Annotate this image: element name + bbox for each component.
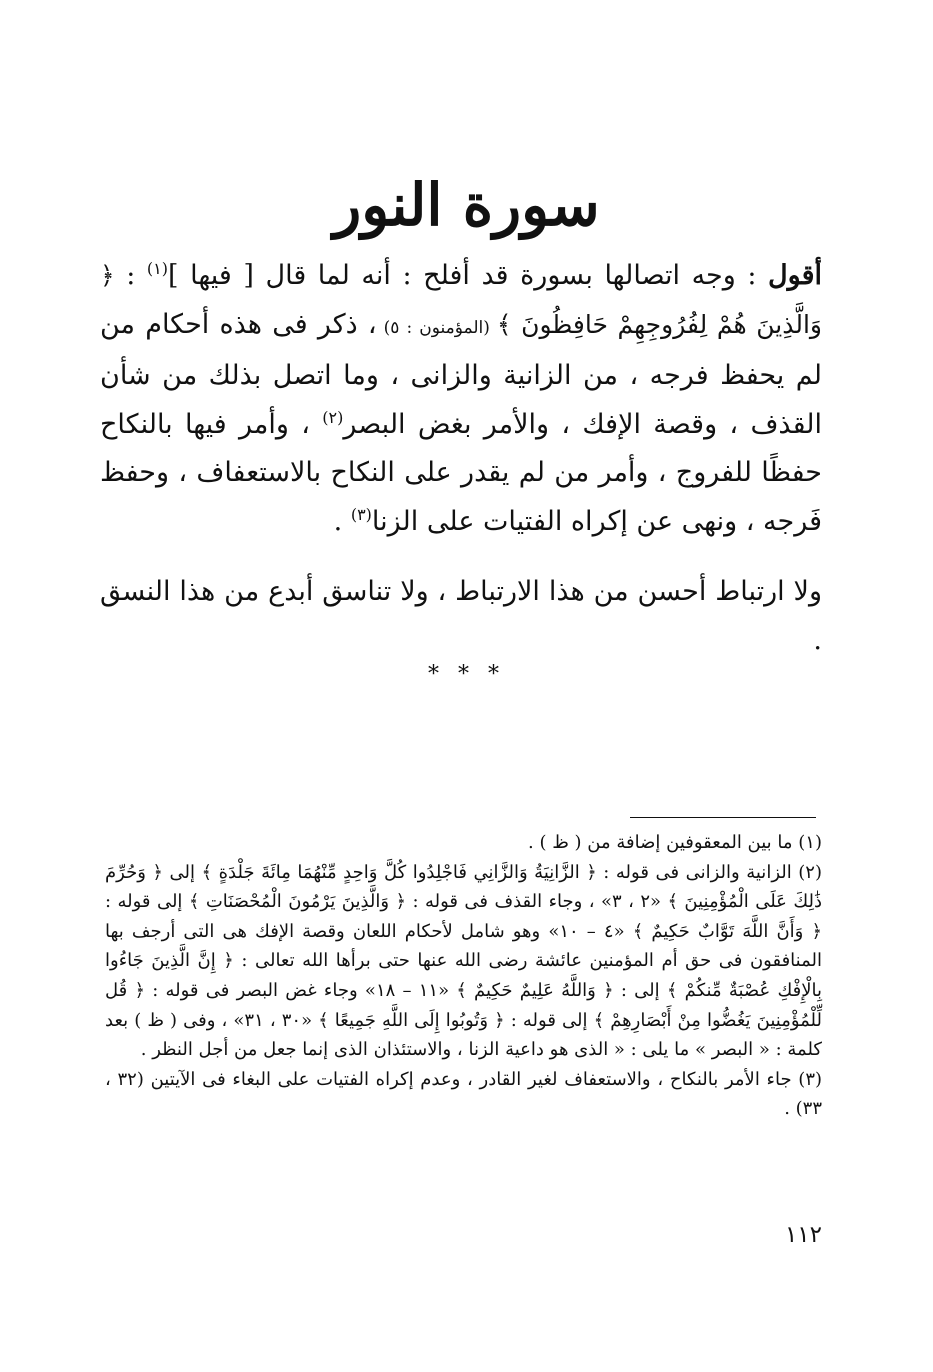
paragraph-2: ولا ارتباط أحسن من هذا الارتباط ، ولا تناسق أبدع من هذا النسق . [100, 576, 822, 656]
footnotes [105, 828, 822, 1124]
footnote-3: (٣) جاء الأمر بالنكاح ، والاستعفاف لغير القادر ، وعدم إكراه الفتيات على البغاء فى الآيتين (٣٢ ، ٣٣) . [105, 1068, 823, 1120]
text-segment: : [114, 260, 147, 291]
footnote-1: (١) ما بين المعقوفين إضافة من ( ظ ) . [528, 832, 822, 853]
paragraph-1 [100, 252, 822, 546]
text-segment: ، وأمر فيها بالنكاح حفظًا للفروج ، وأمر من لم يقدر على النكاح بالاستعفاف ، وحفظ فَرجه ، ونهى عن إكراه الفتيات على الزنا [100, 408, 822, 537]
text-segment: «٢ ، ٣» ، وجاء القذف فى قوله : [406, 891, 668, 913]
text-segment: إلى قوله : [504, 1009, 594, 1031]
lead-word: أقول [768, 260, 822, 291]
footnote-marker-3: (٣) [350, 504, 372, 524]
text-segment: إلى [162, 861, 202, 883]
footnote-2 [105, 858, 822, 1065]
section-separator: * * * [428, 662, 505, 687]
surah-title: سورة النور [333, 171, 600, 239]
main-text [100, 252, 822, 665]
quran-quote: ﴿ وَاللَّهُ عَلِيمٌ حَكِيمٌ ﴾ [456, 979, 614, 1001]
verse-citation: (المؤمنون : ٥) [376, 317, 497, 338]
page-number: ١١٢ [784, 1222, 822, 1248]
quran-quote: ﴿ وَتُوبُوا إِلَى اللَّهِ جَمِيعًا ﴾ [318, 1009, 505, 1031]
quran-quote: ﴿ إِنَّ الَّذِينَ جَاءُوا بِالْإِفْكِ عُصْبَةٌ مِّنكُمْ ﴾ [105, 950, 822, 1001]
text-segment: ، ذكر فى هذه أحكام من لم يحفظ فرجه ، من الزانية والزانى ، وما اتصل بذلك من شأن القذف ، وقصة الإفك ، والأمر بغض البصر [100, 308, 822, 440]
quran-quote: ﴿ وَالَّذِينَ يَرْمُونَ الْمُحْصَنَاتِ ﴾ [188, 891, 407, 913]
text-segment: «٣٠ ، ٣١» ، وفى ( ظ ) بعد كلمة : « البصر » ما يلى : « الذى هو داعية الزنا ، والاستئذان الذى إنما جعل من أجل النظر . [105, 1009, 822, 1061]
text-segment: : وجه اتصالها بسورة قد أفلح : أنه لما قال [ فيها ] [167, 260, 769, 291]
text-segment: . [333, 505, 351, 537]
text-segment: «١١ – ١٨» وجاء غض البصر فى قوله : [145, 979, 457, 1001]
footnote-rule [630, 817, 816, 818]
footnote-marker-1: (١) [146, 259, 168, 278]
text-segment: «٤ – ١٠» وهو شامل لأحكام اللعان وقصة الإفك هى التى أرجف بها المنافقون فى حق أم المؤمنين عائشة رضى الله عنها حتى برأها الله تعالى : [105, 920, 822, 972]
text-segment: إلى : [613, 979, 667, 1001]
quran-quote: ﴿ وَأَنَّ اللَّهَ تَوَّابٌ حَكِيمٌ ﴾ [632, 920, 823, 942]
quran-quote: ﴿ الزَّانِيَةُ وَالزَّانِي فَاجْلِدُوا كُلَّ وَاحِدٍ مِّنْهُمَا مِائَةَ جَلْدَةٍ ﴾ [201, 861, 597, 883]
quran-quote: ﴿ وَحُرِّمَ ذَٰلِكَ عَلَى الْمُؤْمِنِينَ ﴾ [105, 861, 823, 913]
quran-quote: ﴿ وَالَّذِينَ هُمْ لِفُرُوجِهِمْ حَافِظُونَ ﴾ [100, 261, 822, 339]
text-segment: (٢) الزانية والزانى فى قوله : [596, 861, 822, 883]
quran-quote: ﴿ قُل لِّلْمُؤْمِنِينَ يَغُضُّوا مِنْ أَبْصَارِهِمْ ﴾ [105, 979, 822, 1031]
footnote-marker-2: (٢) [322, 407, 344, 427]
text-segment: إلى قوله : [105, 891, 189, 913]
